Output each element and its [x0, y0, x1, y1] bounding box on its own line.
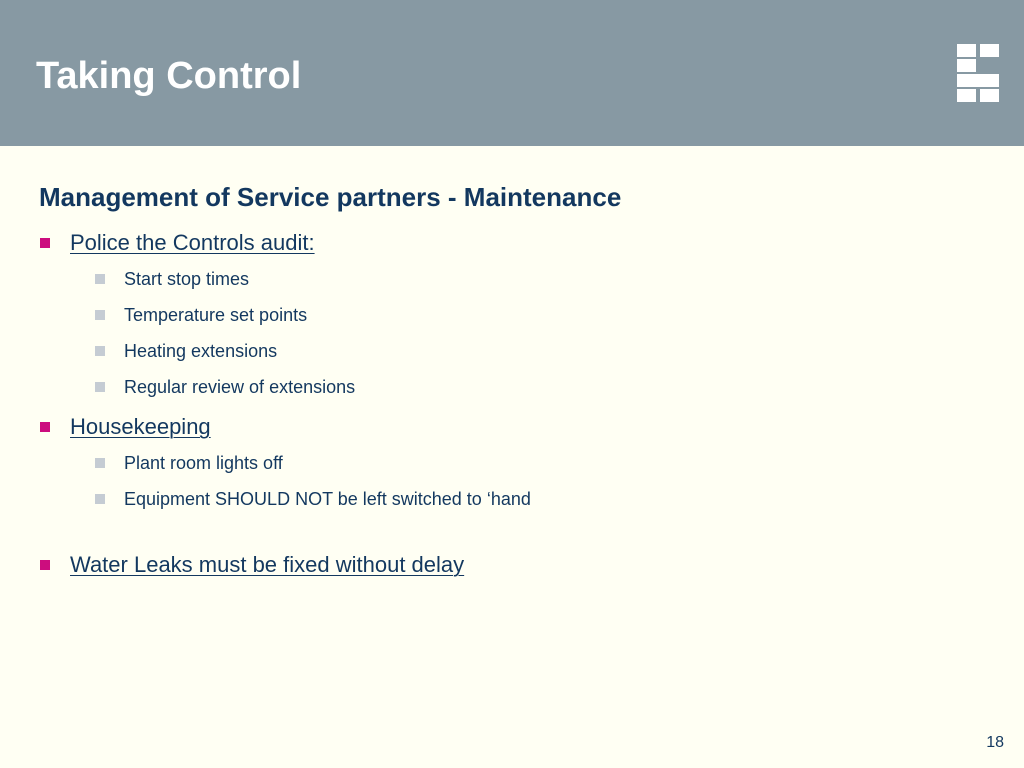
- company-logo-icon: [957, 44, 999, 102]
- secondary-bullet-icon: [95, 494, 105, 504]
- primary-bullet-icon: [40, 238, 50, 248]
- secondary-bullet-icon: [95, 346, 105, 356]
- subbullet-text: Regular review of extensions: [124, 377, 356, 397]
- subbullet-text: Equipment SHOULD NOT be left switched to ‘hand: [124, 489, 531, 509]
- title-bar: [0, 0, 1024, 146]
- page-number: 18: [986, 734, 1004, 751]
- slide-title: Taking Control: [36, 55, 302, 97]
- bullet-text: Police the Controls audit:: [70, 230, 315, 255]
- subbullet-text: Temperature set points: [124, 305, 308, 325]
- bullet-text: Water Leaks must be fixed without delay: [70, 552, 465, 577]
- subbullet-text: Start stop times: [124, 269, 250, 289]
- primary-bullet-icon: [40, 560, 50, 570]
- subbullet-text: Heating extensions: [124, 341, 278, 361]
- secondary-bullet-icon: [95, 274, 105, 284]
- secondary-bullet-icon: [95, 458, 105, 468]
- primary-bullet-icon: [40, 422, 50, 432]
- slide-subtitle: Management of Service partners - Maintenance: [39, 182, 622, 212]
- secondary-bullet-icon: [95, 382, 105, 392]
- subbullet-text: Plant room lights off: [124, 453, 283, 473]
- bullet-text: Housekeeping: [70, 414, 211, 439]
- secondary-bullet-icon: [95, 310, 105, 320]
